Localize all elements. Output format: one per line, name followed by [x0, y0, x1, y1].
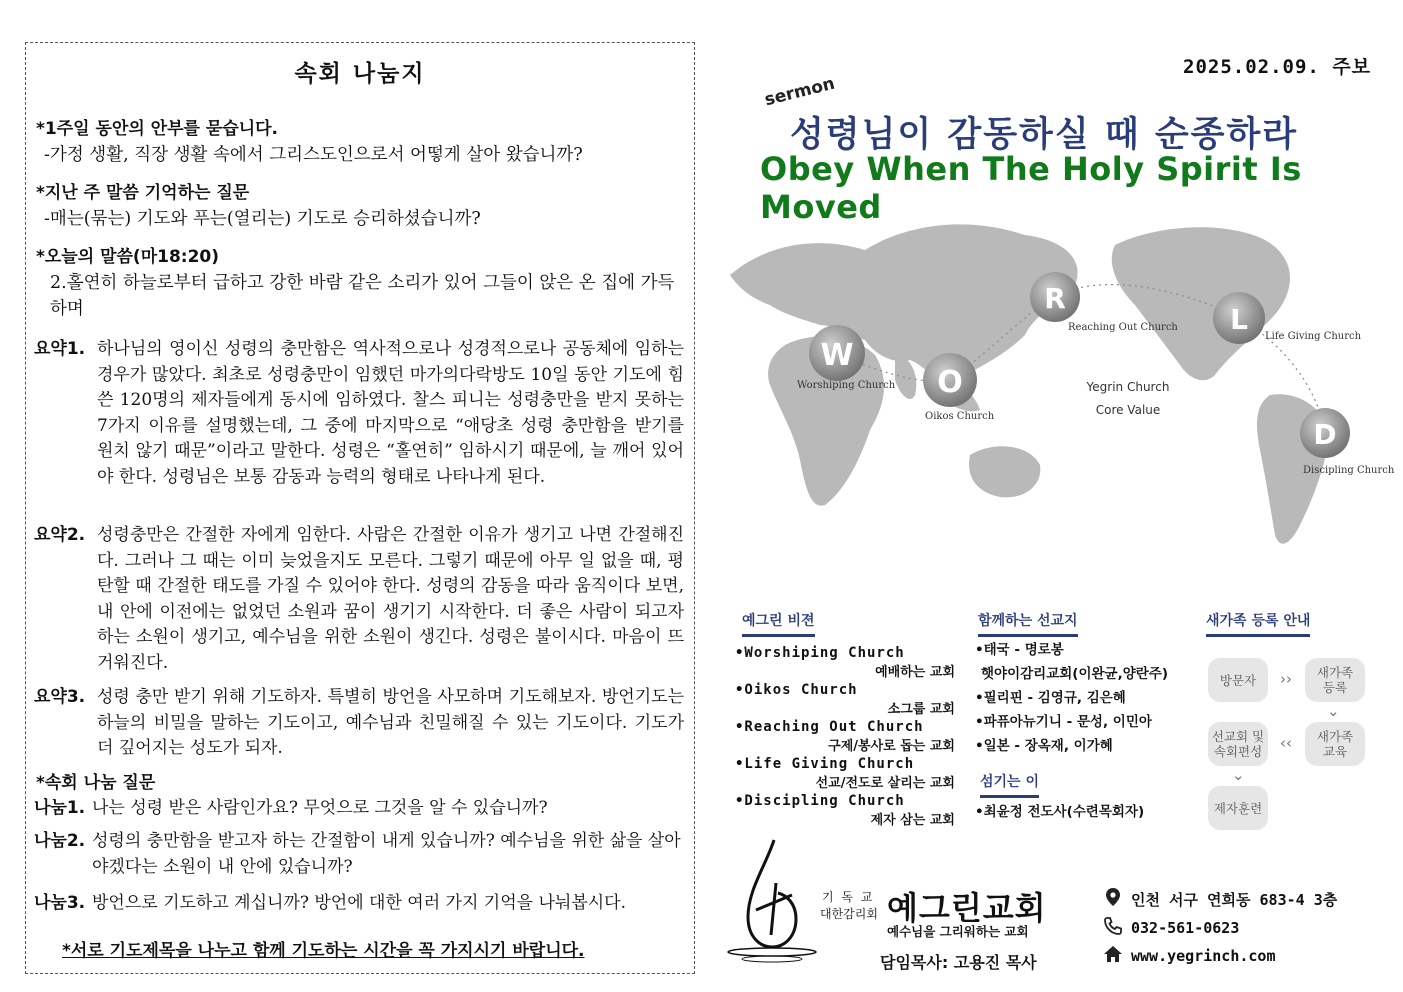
- question-2: *지난 주 말씀 기억하는 질문 -매는(묶는) 기도와 푸는(열리는) 기도로 승리하셨습니까?: [36, 183, 481, 229]
- newcomer-heading: 새가족 등록 안내: [1206, 610, 1310, 637]
- marker-l-letter: L: [1230, 303, 1248, 336]
- arrow-down-icon: ⌄: [1327, 702, 1340, 720]
- senior-pastor: 담임목사: 고용진 목사: [880, 953, 1037, 972]
- marker-w-letter: W: [820, 338, 854, 373]
- org-denomination-2: 대한감리회: [820, 907, 878, 921]
- sharing-sheet: [25, 42, 695, 974]
- church-motto: 예수님을 그리워하는 교회: [887, 924, 1029, 939]
- contact-phone: 032-561-0623: [1103, 917, 1239, 939]
- marker-d-letter: D: [1313, 418, 1337, 451]
- sharing-head: *속회 나눔 질문: [36, 773, 156, 793]
- church-name: 예그린교회: [887, 889, 1047, 927]
- label-oikos: Oikos Church: [925, 411, 995, 422]
- serve-item: •최윤정 전도사(수련목회자): [975, 804, 1145, 820]
- mission-heading: 함께하는 선교지: [978, 610, 1078, 637]
- label-life-giving: Life Giving Church: [1265, 331, 1362, 342]
- sermon-tag: sermon: [762, 73, 837, 111]
- arrow-down-icon-2: ⌄: [1232, 766, 1245, 784]
- label-discipling: Discipling Church: [1303, 465, 1395, 476]
- summary-1: 요약1. 하나님의 영이신 성령의 충만함은 역사적으로나 성경적으로나 공동체에 임하는 경우가 많았다. 최초로 성령충만이 임했던 마가의다락방도 10일 동안 기도에 힘쓴 120명의 제자들에게 동시에 임하였다. 찰스 피니는 성령충만을 받지 못하는 7가지 이유를 설명했는데, 그 중에 마지막으로 “애당초 성령 충만함을 받기를 원치 않기 때문”이라고 말한다. 성령은 “홀연히” 임하시기 때문에, 늘 깨어 있어야 한다. 성령님은 보통 감동과 능력의 형태로 나타나게 된다.: [34, 339, 684, 487]
- org-denomination-1: 기 독 교: [822, 890, 875, 904]
- step-group: 선교회 및 속회편성: [1208, 722, 1268, 766]
- step-visitor: 방문자: [1208, 658, 1268, 702]
- contact-website[interactable]: www.yegrinch.com: [1103, 946, 1276, 966]
- share-3: 나눔3. 방언으로 기도하고 계십니까? 방언에 대한 여러 가지 기억을 나눠봅시다.: [34, 893, 626, 913]
- map-center-line1: Yegrin Church: [1086, 380, 1170, 394]
- share-1: 나눔1. 나는 성령 받은 사람인가요? 무엇으로 그것을 알 수 있습니까?: [34, 798, 548, 818]
- vision-list: •Worshiping Church 예배하는 교회 •Oikos Church 소그룹 교회 •Reaching Out Church 구제/봉사로 돕는 교회 •Life Giving Church 선교/전도로 살리는 교회 •Discipling Church 제자 삼는 교회: [735, 645, 955, 828]
- sheet-title: 속회 나눔지: [294, 61, 426, 87]
- vision-heading: 예그린 비젼: [742, 610, 815, 637]
- step-register: 새가족 등록: [1305, 658, 1365, 702]
- home-icon: [1103, 946, 1123, 966]
- marker-o-letter: O: [937, 365, 963, 400]
- label-worshiping: Worshiping Church: [797, 380, 896, 391]
- arrow-right-icon: ››: [1280, 670, 1292, 688]
- share-2: 나눔2. 성령의 충만함을 받고자 하는 간절함이 내게 있습니까? 예수님을 위한 삶을 살아야겠다는 소원이 내 안에 있습니까?: [34, 831, 681, 877]
- summary-2: 요약2. 성령충만은 간절한 자에게 임한다. 사람은 간절한 이유가 생기고 나면 간절해진다. 그러나 그 때는 이미 늦었을지도 모른다. 그렇기 때문에 아무 일 없을 때, 평탄할 때 간절한 태도를 가질 수 있어야 한다. 성령의 감동을 따라 움직이다 보면, 내 안에 이전에는 없었던 소원과 꿈이 생기기 시작한다. 더 좋은 사람이 되고자 하는 소원이 생기고, 예수님을 위한 소원이 생긴다. 성령은 불이시다. 마음이 뜨거워진다.: [34, 525, 684, 673]
- step-education: 새가족 교육: [1305, 722, 1365, 766]
- closing-note: *서로 기도제목을 나누고 함께 기도하는 시간을 꼭 가지시기 바랍니다.: [62, 941, 585, 961]
- label-reaching-out: Reaching Out Church: [1068, 322, 1178, 333]
- step-training: 제자훈련: [1208, 786, 1268, 830]
- marker-r-letter: R: [1044, 282, 1066, 315]
- phone-icon: [1103, 917, 1123, 939]
- bulletin-date: 2025.02.09. 주보: [1183, 56, 1371, 78]
- location-pin-icon: [1103, 888, 1123, 910]
- contact-address: 인천 서구 연희동 683-4 3층: [1103, 888, 1337, 910]
- mission-list: •태국 - 명로봉 햇야이감리교회(이완균,양란주) •필리핀 - 김영규, 김은혜 •파퓨아뉴기니 - 문성, 이민아 •일본 - 장옥재, 이가혜: [975, 642, 1169, 754]
- question-1: *1주일 동안의 안부를 묻습니다. -가정 생활, 직장 생활 속에서 그리스도인으로서 어떻게 살아 왔습니까?: [36, 119, 583, 165]
- world-map: [725, 205, 1400, 575]
- serve-heading: 섬기는 이: [980, 771, 1039, 798]
- sermon-title-en: Obey When The Holy Spirit Is Moved: [760, 150, 1302, 226]
- church-logo-icon: [726, 835, 818, 965]
- arrow-left-icon: ‹‹: [1280, 734, 1292, 752]
- map-center-line2: Core Value: [1095, 403, 1161, 417]
- todays-word: *오늘의 말씀(마18:20) 2.홀연히 하늘로부터 급하고 강한 바람 같은 소리가 있어 그들이 앉은 온 집에 가득하며: [36, 247, 675, 319]
- sermon-title-ko: 성령님이 감동하실 때 순종하라: [790, 115, 1299, 155]
- summary-3: 요약3. 성령 충만 받기 위해 기도하자. 특별히 방언을 사모하며 기도해보자. 방언기도는 하늘의 비밀을 말하는 기도이고, 예수님과 친밀해질 수 있는 기도이다. 기도가 더 깊어지는 성도가 되자.: [34, 687, 684, 758]
